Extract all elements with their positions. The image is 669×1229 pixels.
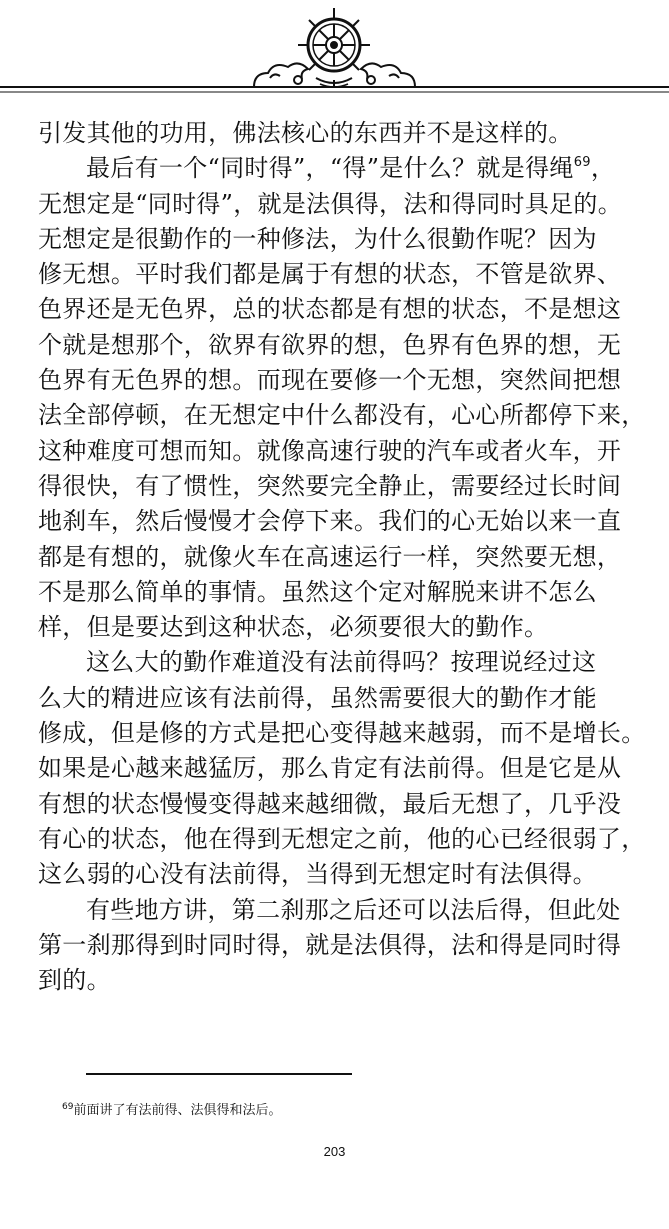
footnote-ref[interactable]: 69	[573, 155, 591, 171]
text-line: 不是那么简单的事情。虽然这个定对解脱来讲不怎么	[38, 577, 597, 606]
text-line: 得很快，有了惯性，突然要完全静止，需要经过长时间	[38, 471, 622, 500]
text-line: 法全部停顿，在无想定中什么都没有，心心所都停下来，	[38, 401, 646, 430]
cloud-ornament-right-icon	[361, 63, 415, 87]
text-line: 有想的状态慢慢变得越来越细微，最后无想了，几乎没	[38, 789, 622, 818]
footnote-number: 69	[62, 1102, 74, 1112]
cloud-ornament-left-icon	[254, 63, 308, 87]
text-line: 样，但是要达到这种状态，必须要很大的勤作。	[38, 613, 549, 642]
text-line: 最后有一个“同时得”，“得”是什么？就是得绳$^{69}$，	[86, 154, 616, 183]
header-ornament	[0, 0, 669, 100]
text-line: 么大的精进应该有法前得，虽然需要很大的勤作才能	[38, 683, 597, 712]
text-line: 到的。	[38, 966, 111, 995]
footnote	[62, 1099, 281, 1118]
text-line: 都是有想的，就像火车在高速运行一样，突然要无想，	[38, 542, 622, 571]
text-line: 色界有无色界的想。而现在要修一个无想，突然间把想	[38, 366, 622, 395]
text-line: 如果是心越来越猛厉，那么肯定有法前得。但是它是从	[38, 754, 622, 783]
text-line: 第一刹那得到时同时得，就是法俱得，法和得是同时得	[38, 930, 622, 959]
text-line: 地刹车，然后慢慢才会停下来。我们的心无始以来一直	[38, 507, 622, 536]
text-line: 这么大的勤作难道没有法前得吗？按理说经过这	[86, 648, 597, 677]
footnote-divider	[86, 1073, 352, 1075]
text-line: 修无想。平时我们都是属于有想的状态，不管是欲界、	[38, 260, 622, 289]
text-line: 引发其他的功用，佛法核心的东西并不是这样的。	[38, 119, 573, 147]
text-line: 这种难度可想而知。就像高速行驶的汽车或者火车，开	[38, 436, 622, 465]
dharma-wheel-icon	[298, 8, 370, 88]
text-line: 这么弱的心没有法前得，当得到无想定时有法俱得。	[38, 860, 597, 889]
text-line: 修成，但是修的方式是把心变得越来越弱，而不是增长。	[38, 719, 646, 748]
footnote-text: 前面讲了有法前得、法俱得和法后。	[73, 1103, 282, 1118]
page-number: 203	[323, 1144, 346, 1159]
body-text	[38, 116, 646, 998]
text-line: 个就是想那个，欲界有欲界的想，色界有色界的想，无	[38, 330, 622, 359]
page-header	[0, 0, 669, 100]
text-line: 无想定是很勤作的一种修法，为什么很勤作呢？因为	[38, 224, 597, 253]
text-line: 有心的状态，他在得到无想定之前，他的心已经很弱了，	[38, 824, 646, 853]
text-line: 无想定是“同时得”，就是法俱得，法和得同时具足的。	[38, 189, 623, 218]
text-line: 色界还是无色界，总的状态都是有想的状态，不是想这	[38, 295, 622, 324]
text-line: 有些地方讲，第二刹那之后还可以法后得，但此处	[86, 895, 621, 924]
